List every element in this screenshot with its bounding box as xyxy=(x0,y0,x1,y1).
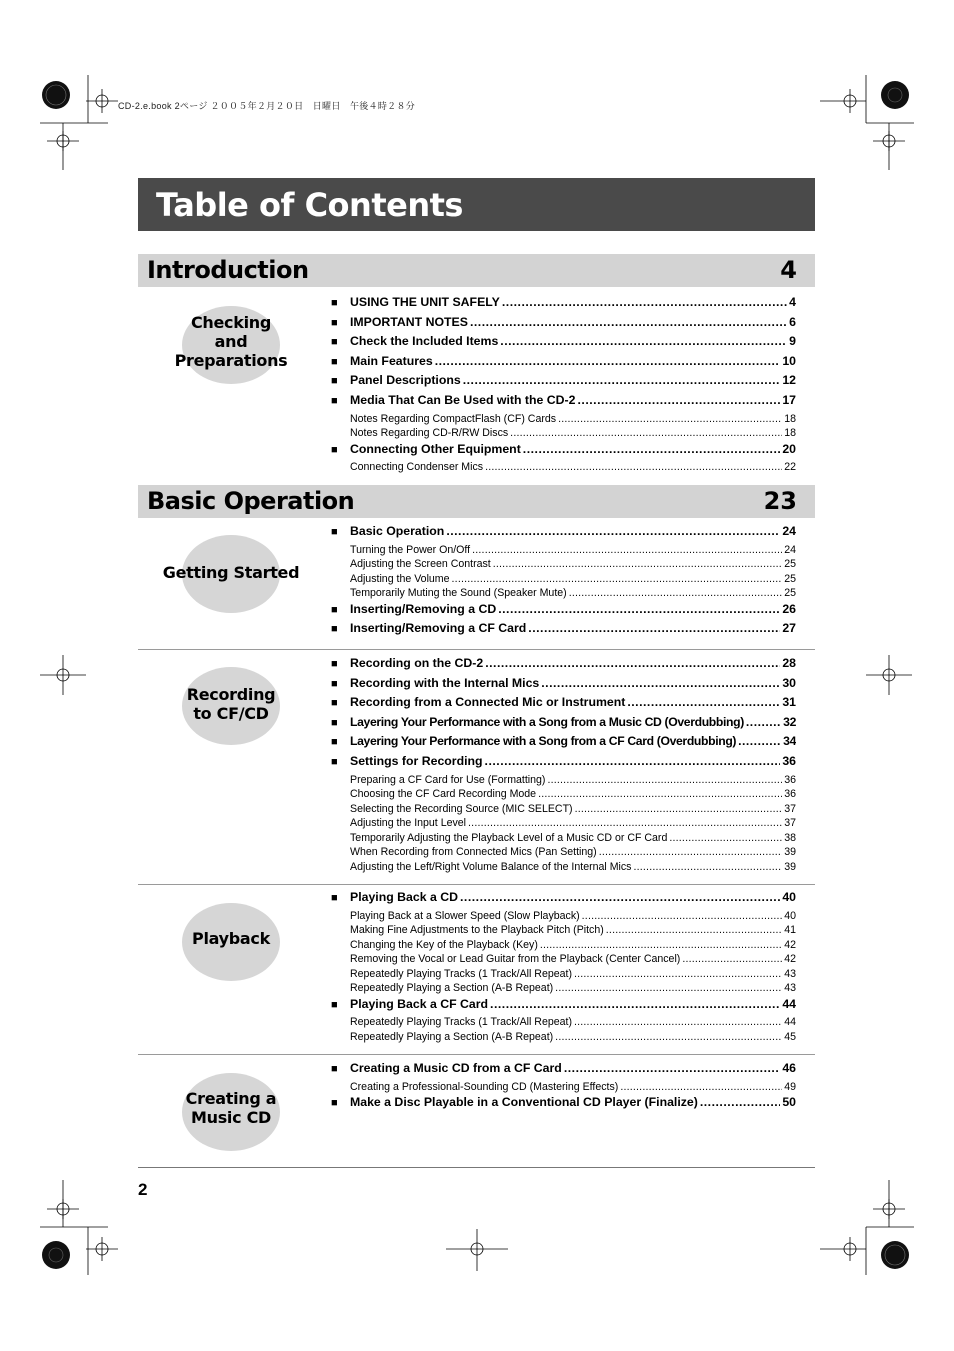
square-bullet-icon: ■ xyxy=(331,375,338,388)
toc-entry-title: Layering Your Performance with a Song from a CF Card (Overdubbing) xyxy=(350,734,737,749)
toc-entry-title: Adjusting the Left/Right Volume Balance of the Internal Mics xyxy=(350,860,632,873)
toc-subentry[interactable] xyxy=(331,1031,796,1046)
toc-subentry[interactable] xyxy=(331,803,796,818)
dot-leader xyxy=(682,953,782,965)
toc-entry-title: Repeatedly Playing Tracks (1 Track/All Repeat) xyxy=(350,1016,572,1029)
toc-entry[interactable] xyxy=(331,890,796,910)
toc-entry[interactable] xyxy=(331,621,796,641)
toc-entry-page: 42 xyxy=(784,953,796,966)
toc-entry[interactable] xyxy=(331,997,796,1017)
toc-entry-title: Recording from a Connected Mic or Instrument xyxy=(350,695,626,710)
toc-entry[interactable] xyxy=(331,393,796,413)
toc-subentry[interactable] xyxy=(331,544,796,559)
toc-group-recording xyxy=(331,656,796,875)
dot-leader xyxy=(500,334,787,348)
toc-entry-page: 4 xyxy=(789,295,796,309)
dot-leader xyxy=(528,621,780,635)
toc-entry-page: 45 xyxy=(784,1030,796,1043)
toc-entry[interactable] xyxy=(331,442,796,462)
page-title-bar xyxy=(138,178,815,231)
square-bullet-icon: ■ xyxy=(331,736,338,749)
dot-leader xyxy=(577,393,780,407)
square-bullet-icon: ■ xyxy=(331,1097,338,1110)
dot-leader xyxy=(555,1031,782,1043)
square-bullet-icon: ■ xyxy=(331,355,338,368)
toc-subentry[interactable] xyxy=(331,774,796,789)
toc-subentry[interactable] xyxy=(331,427,796,442)
group-label-getting-started: Getting Started xyxy=(162,563,300,582)
toc-group-checking-and-preparations xyxy=(331,295,796,476)
section-page: 23 xyxy=(763,487,797,515)
toc-entry-title: Removing the Vocal or Lead Guitar from the Playback (Center Cancel) xyxy=(350,953,681,966)
toc-entry-page: 25 xyxy=(784,572,796,585)
square-bullet-icon: ■ xyxy=(331,623,338,636)
dot-leader xyxy=(564,1061,780,1075)
toc-subentry[interactable] xyxy=(331,832,796,847)
dot-leader xyxy=(470,315,787,329)
toc-entry-title: Creating a Professional-Sounding CD (Mastering Effects) xyxy=(350,1080,619,1093)
dot-leader xyxy=(485,754,781,768)
toc-entry-title: Adjusting the Volume xyxy=(350,572,450,585)
toc-entry-page: 36 xyxy=(784,788,796,801)
dot-leader xyxy=(669,832,782,844)
toc-subentry[interactable] xyxy=(331,939,796,954)
toc-entry[interactable] xyxy=(331,354,796,374)
toc-entry-title: Changing the Key of the Playback (Key) xyxy=(350,938,538,951)
dot-leader xyxy=(555,982,782,994)
toc-entry-page: 28 xyxy=(782,656,796,670)
toc-entry-title: Inserting/Removing a CD xyxy=(350,601,497,616)
toc-entry-title: When Recording from Connected Mics (Pan Setting) xyxy=(350,846,597,859)
file-header-note: CD-2.e.book 2ページ ２００５年２月２０日 日曜日 午後４時２８分 xyxy=(118,101,416,111)
toc-entry-title: Recording on the CD-2 xyxy=(350,656,484,670)
square-bullet-icon: ■ xyxy=(331,443,338,456)
toc-entry-page: 40 xyxy=(784,909,796,922)
dot-leader xyxy=(746,715,781,729)
toc-entry-page: 44 xyxy=(782,996,796,1011)
toc-entry-page: 37 xyxy=(784,802,796,815)
footer-rule xyxy=(138,1167,815,1168)
toc-entry-title: Repeatedly Playing Tracks (1 Track/All Repeat) xyxy=(350,967,572,980)
toc-entry-title: Playing Back at a Slower Speed (Slow Playback) xyxy=(350,909,580,922)
square-bullet-icon: ■ xyxy=(331,297,338,309)
toc-entry[interactable] xyxy=(331,334,796,354)
toc-subentry[interactable] xyxy=(331,1081,796,1096)
toc-subentry[interactable] xyxy=(331,846,796,861)
dot-leader xyxy=(523,442,781,456)
toc-entry[interactable] xyxy=(331,602,796,622)
square-bullet-icon: ■ xyxy=(331,998,338,1011)
square-bullet-icon: ■ xyxy=(331,677,338,690)
toc-subentry[interactable] xyxy=(331,982,796,997)
toc-entry[interactable] xyxy=(331,1095,796,1115)
toc-entry-page: 46 xyxy=(782,1061,796,1075)
toc-entry-title: Preparing a CF Card for Use (Formatting) xyxy=(350,773,546,786)
dot-leader xyxy=(582,910,783,922)
toc-entry-page: 40 xyxy=(782,890,796,904)
toc-entry-page: 30 xyxy=(782,675,796,690)
toc-entry-title: Repeatedly Playing a Section (A-B Repeat) xyxy=(350,982,554,995)
square-bullet-icon: ■ xyxy=(331,394,338,407)
toc-entry-title: USING THE UNIT SAFELY xyxy=(350,295,500,309)
toc-entry-page: 20 xyxy=(782,441,796,456)
toc-entry-page: 43 xyxy=(784,967,796,980)
section-header-introduction xyxy=(138,254,815,287)
section-page: 4 xyxy=(780,256,797,284)
dot-leader xyxy=(599,846,782,858)
dot-leader xyxy=(569,587,783,599)
toc-entry-page: 37 xyxy=(784,817,796,830)
group-label-creating-music-cd: Creating a Music CD xyxy=(185,1089,277,1127)
toc-entry-page: 42 xyxy=(784,938,796,951)
toc-entry-title: Notes Regarding CD-R/RW Discs xyxy=(350,427,509,440)
toc-subentry[interactable] xyxy=(331,1016,796,1031)
group-label-checking-and-preparations: Checking and Preparations xyxy=(174,313,288,370)
toc-entry-page: 18 xyxy=(784,427,796,440)
dot-leader xyxy=(558,413,782,425)
toc-group-playback xyxy=(331,890,796,1045)
dot-leader xyxy=(633,861,782,873)
dot-leader xyxy=(606,924,782,936)
dot-leader xyxy=(620,1081,782,1093)
toc-entry-title: Basic Operation xyxy=(350,524,445,538)
toc-entry-page: 25 xyxy=(784,587,796,600)
toc-entry-page: 22 xyxy=(784,461,796,474)
square-bullet-icon: ■ xyxy=(331,892,338,904)
toc-entry-title: Panel Descriptions xyxy=(350,373,461,388)
toc-entry-page: 32 xyxy=(783,714,796,729)
group-divider xyxy=(138,884,815,885)
toc-entry-page: 49 xyxy=(784,1080,796,1093)
square-bullet-icon: ■ xyxy=(331,658,338,670)
toc-subentry[interactable] xyxy=(331,817,796,832)
toc-subentry[interactable] xyxy=(331,924,796,939)
square-bullet-icon: ■ xyxy=(331,1063,338,1075)
toc-entry-title: Notes Regarding CompactFlash (CF) Cards xyxy=(350,412,557,425)
toc-subentry[interactable] xyxy=(331,953,796,968)
toc-entry-page: 26 xyxy=(782,601,796,616)
toc-group-creating-music-cd xyxy=(331,1061,796,1115)
toc-subentry[interactable] xyxy=(331,558,796,573)
toc-entry-title: Creating a Music CD from a CF Card xyxy=(350,1061,562,1075)
toc-entry-page: 24 xyxy=(784,543,796,556)
toc-entry-page: 39 xyxy=(784,846,796,859)
toc-entry[interactable] xyxy=(331,295,796,315)
toc-subentry[interactable] xyxy=(331,587,796,602)
dot-leader xyxy=(472,544,782,556)
toc-entry[interactable] xyxy=(331,1061,796,1081)
page-title: Table of Contents xyxy=(156,186,463,224)
toc-entry-title: Temporarily Muting the Sound (Speaker Mute) xyxy=(350,587,567,600)
dot-leader xyxy=(502,295,787,309)
toc-entry[interactable] xyxy=(331,715,796,735)
dot-leader xyxy=(452,573,783,585)
dot-leader xyxy=(460,890,780,904)
toc-entry-title: IMPORTANT NOTES xyxy=(350,314,468,329)
toc-entry-page: 27 xyxy=(782,621,796,636)
group-label-recording: Recording to CF/CD xyxy=(186,685,276,723)
toc-entry-title: Adjusting the Screen Contrast xyxy=(350,558,491,571)
dot-leader xyxy=(738,734,781,748)
toc-entry-title: Connecting Condenser Mics xyxy=(350,461,484,474)
toc-entry-title: Connecting Other Equipment xyxy=(350,441,521,456)
toc-entry-page: 39 xyxy=(784,860,796,873)
dot-leader xyxy=(574,1016,782,1028)
group-divider xyxy=(138,1054,815,1055)
dot-leader xyxy=(700,1095,780,1109)
toc-entry-page: 17 xyxy=(782,392,796,407)
toc-entry-title: Playing Back a CD xyxy=(350,890,458,904)
toc-subentry[interactable] xyxy=(331,788,796,803)
toc-entry-page: 24 xyxy=(782,524,796,538)
toc-entry-title: Playing Back a CF Card xyxy=(350,996,489,1011)
toc-entry-title: Make a Disc Playable in a Conventional CD Player (Finalize) xyxy=(350,1095,698,1110)
toc-entry[interactable] xyxy=(331,754,796,774)
toc-entry-title: Layering Your Performance with a Song from a Music CD (Overdubbing) xyxy=(350,714,744,729)
dot-leader xyxy=(468,817,782,829)
toc-entry-page: 44 xyxy=(784,1016,796,1029)
toc-subentry[interactable] xyxy=(331,861,796,876)
dot-leader xyxy=(540,939,782,951)
square-bullet-icon: ■ xyxy=(331,316,338,329)
toc-entry-title: Repeatedly Playing a Section (A-B Repeat) xyxy=(350,1030,554,1043)
toc-entry-page: 34 xyxy=(783,734,796,749)
dot-leader xyxy=(575,803,783,815)
section-title: Basic Operation xyxy=(147,487,355,515)
toc-entry-page: 12 xyxy=(782,373,796,388)
toc-entry-title: Check the Included Items xyxy=(350,334,499,349)
toc-group-getting-started xyxy=(331,524,796,641)
toc-entry-title: Choosing the CF Card Recording Mode xyxy=(350,788,537,801)
dot-leader xyxy=(547,774,782,786)
dot-leader xyxy=(574,968,782,980)
group-label-playback: Playback xyxy=(192,929,270,948)
dot-leader xyxy=(446,524,780,538)
toc-entry-title: Recording with the Internal Mics xyxy=(350,675,540,690)
toc-subentry[interactable] xyxy=(331,573,796,588)
toc-subentry[interactable] xyxy=(331,413,796,428)
square-bullet-icon: ■ xyxy=(331,603,338,616)
square-bullet-icon: ■ xyxy=(331,336,338,349)
square-bullet-icon: ■ xyxy=(331,716,338,729)
dot-leader xyxy=(485,461,782,473)
toc-entry-title: Turning the Power On/Off xyxy=(350,543,471,556)
toc-entry-page: 38 xyxy=(784,831,796,844)
square-bullet-icon: ■ xyxy=(331,697,338,710)
dot-leader xyxy=(485,656,780,670)
toc-entry-page: 9 xyxy=(789,334,796,349)
toc-subentry[interactable] xyxy=(331,968,796,983)
toc-entry[interactable] xyxy=(331,676,796,696)
toc-entry[interactable] xyxy=(331,656,796,676)
toc-entry-title: Main Features xyxy=(350,353,433,368)
toc-entry-page: 25 xyxy=(784,558,796,571)
toc-entry[interactable] xyxy=(331,315,796,335)
section-title: Introduction xyxy=(147,256,309,284)
section-header-basic-operation xyxy=(138,485,815,518)
group-divider xyxy=(138,649,815,650)
toc-entry-page: 50 xyxy=(782,1095,796,1110)
toc-entry[interactable] xyxy=(331,373,796,393)
toc-entry-page: 10 xyxy=(782,353,796,368)
toc-entry-title: Adjusting the Input Level xyxy=(350,817,467,830)
dot-leader xyxy=(510,427,782,439)
dot-leader xyxy=(498,602,780,616)
toc-entry[interactable] xyxy=(331,734,796,754)
toc-entry-page: 41 xyxy=(784,924,796,937)
toc-entry-page: 31 xyxy=(782,695,796,710)
page-number: 2 xyxy=(138,1180,148,1199)
toc-entry-title: Selecting the Recording Source (MIC SELECT) xyxy=(350,802,573,815)
toc-entry-page: 6 xyxy=(789,314,796,329)
dot-leader xyxy=(541,676,780,690)
dot-leader xyxy=(538,788,782,800)
toc-entry-page: 43 xyxy=(784,982,796,995)
toc-entry-title: Inserting/Removing a CF Card xyxy=(350,621,527,636)
toc-entry-title: Media That Can Be Used with the CD-2 xyxy=(350,392,576,407)
toc-entry-page: 18 xyxy=(784,412,796,425)
dot-leader xyxy=(627,695,780,709)
toc-entry-title: Making Fine Adjustments to the Playback Pitch (Pitch) xyxy=(350,924,604,937)
dot-leader xyxy=(490,997,780,1011)
toc-entry-page: 36 xyxy=(782,753,796,768)
dot-leader xyxy=(435,354,781,368)
toc-entry-page: 36 xyxy=(784,773,796,786)
square-bullet-icon: ■ xyxy=(331,526,338,538)
dot-leader xyxy=(463,373,781,387)
toc-entry[interactable] xyxy=(331,524,796,544)
toc-subentry[interactable] xyxy=(331,461,796,476)
square-bullet-icon: ■ xyxy=(331,755,338,768)
dot-leader xyxy=(493,558,782,570)
toc-entry-title: Temporarily Adjusting the Playback Level of a Music CD or CF Card xyxy=(350,831,668,844)
toc-subentry[interactable] xyxy=(331,910,796,925)
toc-entry[interactable] xyxy=(331,695,796,715)
toc-entry-title: Settings for Recording xyxy=(350,753,483,768)
